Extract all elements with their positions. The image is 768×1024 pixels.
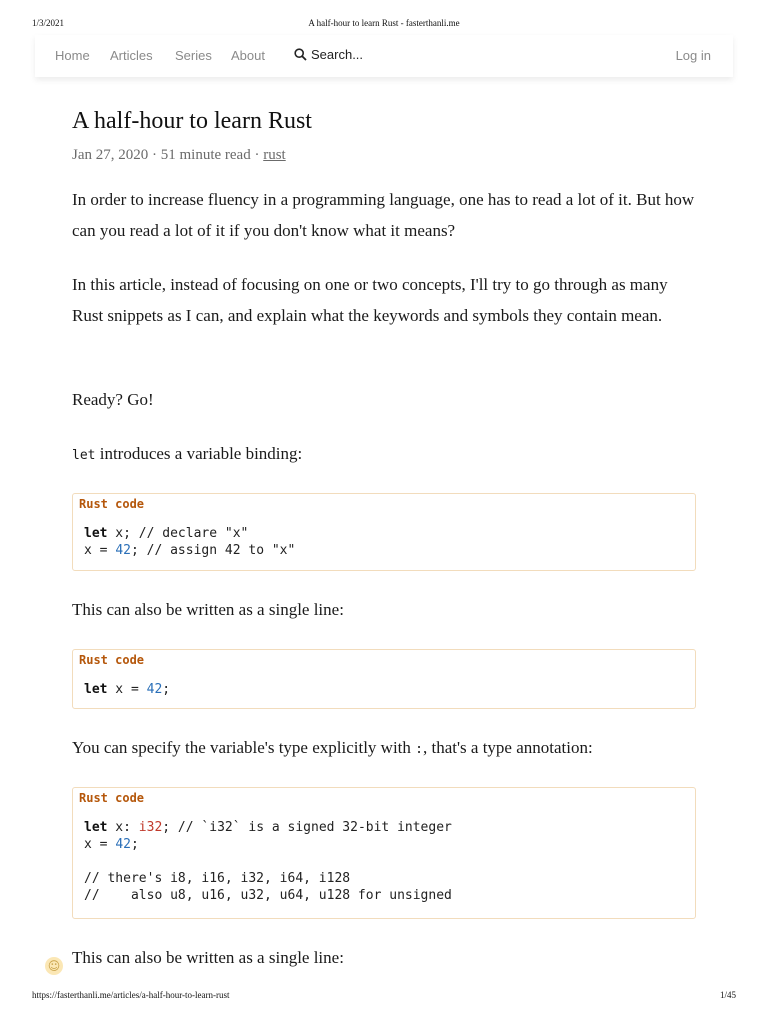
search-button[interactable] — [294, 47, 363, 62]
nav-about-link[interactable]: About — [231, 48, 265, 63]
code-label: Rust code — [79, 497, 145, 511]
nav-articles-link[interactable]: Articles — [110, 48, 153, 63]
print-url: https://fasterthanli.me/articles/a-half-hour-to-learn-rust — [32, 990, 230, 1000]
top-navbar — [35, 35, 733, 77]
code-text: let x: i32; // `i32` is a signed 32-bit integer x = 42; // there's i8, i16, i32, i64, i128 // also u8, u16, u32, u64, u128 for unsigned — [84, 820, 452, 903]
single-line-paragraph: This can also be written as a single line: — [72, 600, 344, 619]
code-text: let x = 42; — [84, 682, 171, 697]
inline-code-colon: : — [415, 742, 423, 757]
approach-paragraph: In this article, instead of focusing on one or two concepts, I'll try to go through as many Rust snippets as I can, and explain what the keywords and symbols they contain mean. — [72, 275, 668, 325]
let-paragraph — [72, 439, 698, 472]
print-title: A half-hour to learn Rust - fasterthanli.me — [308, 18, 460, 28]
code-block-declare — [72, 493, 696, 571]
let-paragraph-text: introduces a variable binding: — [95, 444, 303, 463]
print-date: 1/3/2021 — [32, 18, 65, 28]
page-number: 1/45 — [719, 990, 736, 1000]
article-meta — [72, 147, 286, 164]
search-icon — [294, 48, 307, 61]
search-label: Search... — [311, 47, 364, 62]
code-label: Rust code — [79, 653, 145, 667]
nav-series-link[interactable]: Series — [175, 48, 212, 63]
code-block-single-line — [72, 649, 696, 709]
intro-paragraph: In order to increase fluency in a programming language, one has to read a lot of it. But how can you read a lot of it if you don't know what it means? — [72, 190, 695, 240]
single-line-paragraph-2: This can also be written as a single line: — [72, 948, 344, 967]
code-label: Rust code — [79, 791, 145, 805]
article-date-readtime: Jan 27, 2020 · 51 minute read · — [72, 147, 264, 163]
smiley-icon[interactable]: ☺ — [45, 957, 63, 975]
tag-link-rust[interactable]: rust — [263, 147, 286, 163]
inline-code-let: let — [72, 448, 96, 463]
ready-paragraph: Ready? Go! — [72, 390, 154, 409]
login-link[interactable]: Log in — [675, 48, 711, 63]
type-annotation-paragraph: You can specify the variable's type explicitly with :, that's a type annotation: — [72, 738, 593, 757]
nav-home-link[interactable]: Home — [55, 48, 90, 63]
article-title: A half-hour to learn Rust — [72, 108, 312, 134]
print-footer — [32, 990, 736, 1002]
code-block-type-annotation — [72, 787, 696, 919]
code-text: let x; // declare "x" x = 42; // assign 42 to "x" — [84, 526, 296, 558]
print-header — [32, 18, 736, 32]
